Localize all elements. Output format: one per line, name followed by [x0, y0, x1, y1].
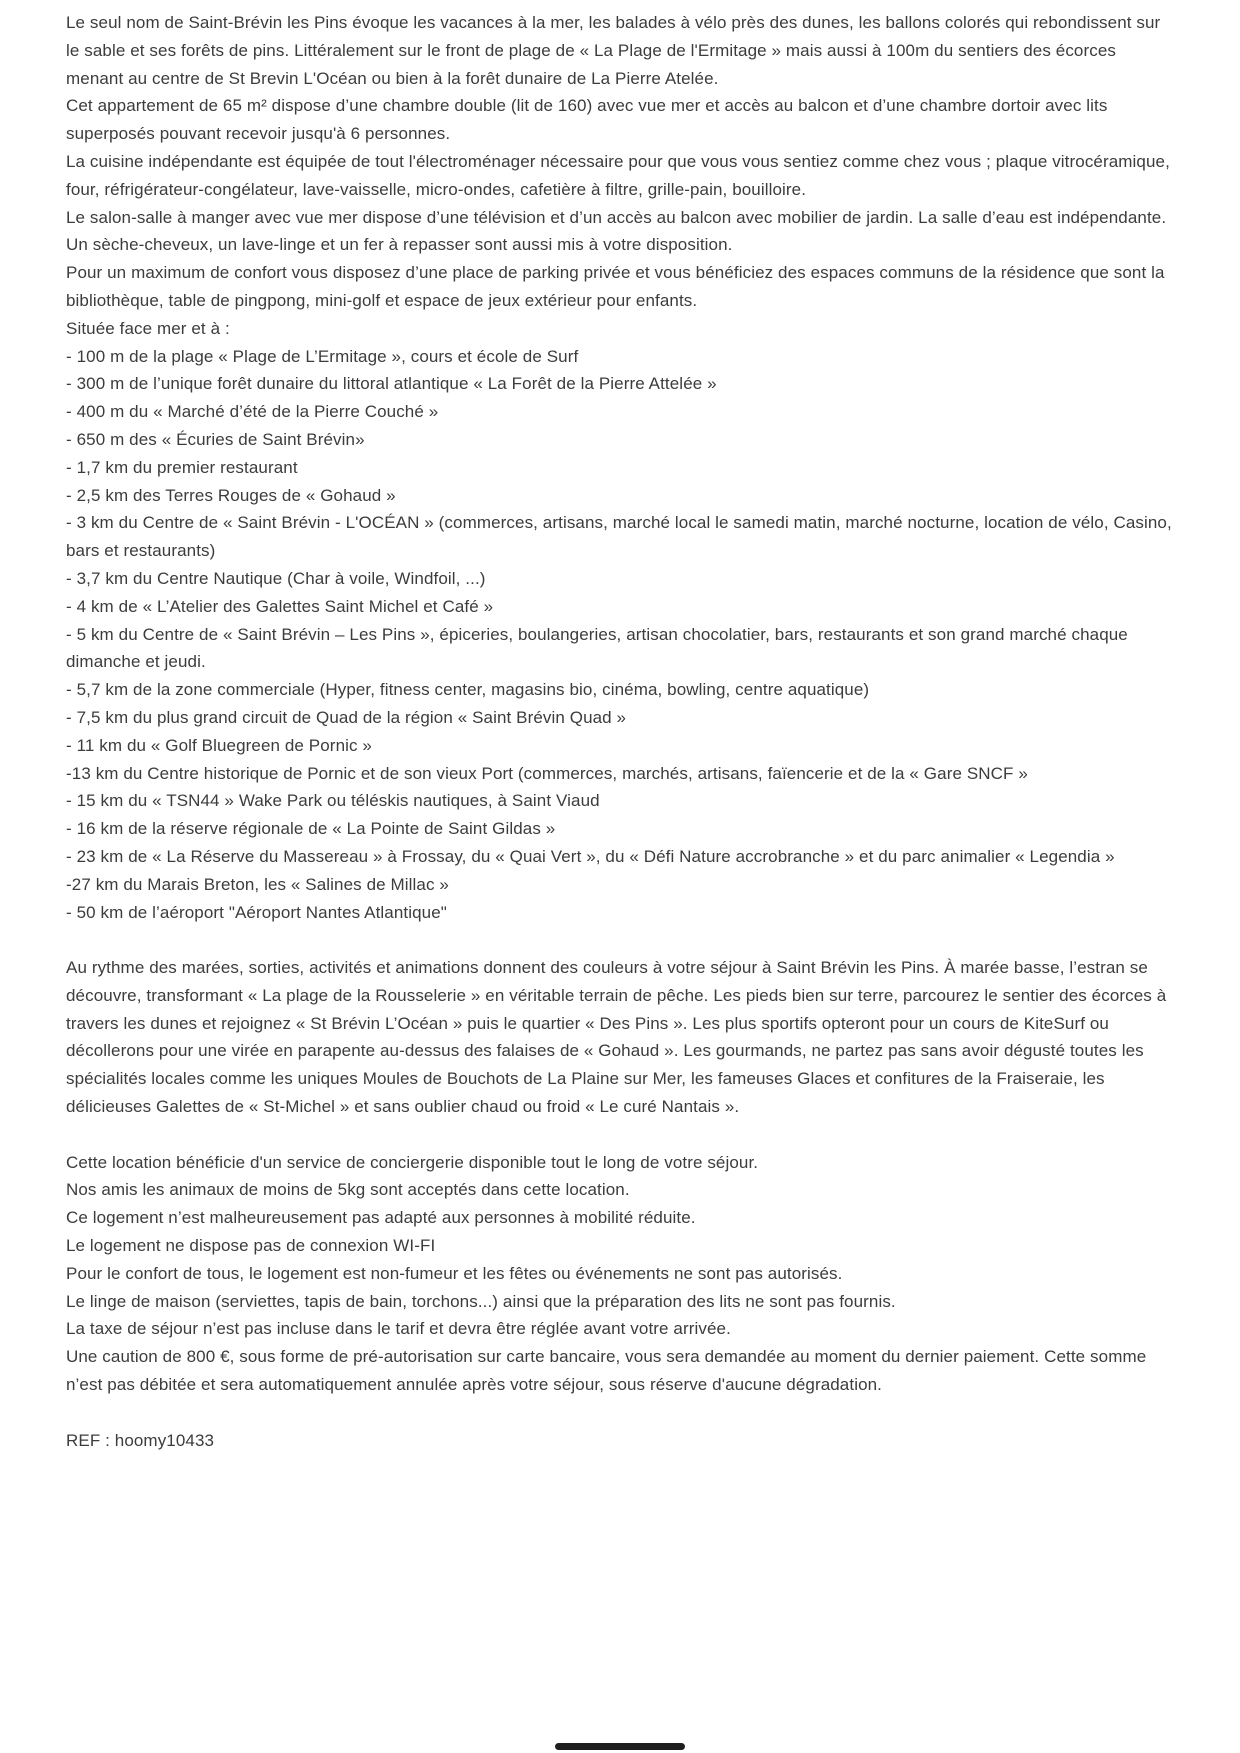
distance-item: - 5,7 km de la zone commerciale (Hyper, fitness center, magasins bio, cinéma, bowling, centre aquatique): [66, 680, 870, 700]
distance-item: - 100 m de la plage « Plage de L’Ermitage », cours et école de Surf: [66, 346, 579, 366]
distance-item: - 23 km de « La Réserve du Massereau » à Frossay, du « Quai Vert », du « Défi Nature accrobranche » et du parc animalier « Legendia »: [66, 846, 1115, 866]
distance-item: -27 km du Marais Breton, les « Salines de Millac »: [66, 874, 449, 894]
distance-item: - 4 km de « L’Atelier des Galettes Saint Michel et Café »: [66, 596, 494, 616]
distance-item: - 2,5 km des Terres Rouges de « Gohaud »: [66, 485, 396, 505]
policy-line: Le logement ne dispose pas de connexion WI-FI: [66, 1236, 436, 1256]
policy-line: Une caution de 800 €, sous forme de pré-autorisation sur carte bancaire, vous sera demandée au moment du dernier paiement. Cette somme n’est pas débitée et sera automatiquement annulée après votre séjour, sous réserve d'aucune dégradation.: [66, 1347, 1152, 1395]
home-indicator-bar[interactable]: [555, 1743, 685, 1750]
paragraph: Le seul nom de Saint-Brévin les Pins évoque les vacances à la mer, les balades à vélo près des dunes, les ballons colorés qui rebondissent sur le sable et ses forêts de pins. Littéralement sur le front de plage de « La Plage de l'Ermitage » mais aussi à 100m du sentiers des écorces menant au centre de St Brevin L'Océan ou bien à la forêt dunaire de La Pierre Atelée.: [66, 13, 1166, 88]
distance-item: - 400 m du « Marché d’été de la Pierre Couché »: [66, 402, 439, 422]
reference-section: [66, 1427, 1178, 1455]
distance-item: - 16 km de la réserve régionale de « La Pointe de Saint Gildas »: [66, 819, 556, 839]
policy-line: Cette location bénéficie d'un service de conciergerie disponible tout le long de votre séjour.: [66, 1152, 759, 1172]
distance-item: - 300 m de l’unique forêt dunaire du littoral atlantique « La Forêt de la Pierre Attelée »: [66, 374, 717, 394]
paragraph: Pour un maximum de confort vous disposez d’une place de parking privée et vous bénéficiez des espaces communs de la résidence que sont la bibliothèque, table de pingpong, mini-golf et espace de jeux extérieur pour enfants.: [66, 263, 1170, 310]
distance-item: -13 km du Centre historique de Pornic et de son vieux Port (commerces, marchés, artisans, faïencerie et de la « Gare SNCF »: [66, 763, 1028, 783]
policy-line: Nos amis les animaux de moins de 5kg sont acceptés dans cette location.: [66, 1180, 630, 1200]
paragraph: La cuisine indépendante est équipée de tout l'électroménager nécessaire pour que vous vous sentiez comme chez vous ; plaque vitrocéramique, four, réfrigérateur-congélateur, lave-vaisselle, micro-ondes, cafetière à filtre, grille-pain, bouilloire.: [66, 151, 1175, 199]
distance-item: - 1,7 km du premier restaurant: [66, 457, 298, 477]
distance-item: - 3 km du Centre de « Saint Brévin - L'OCÉAN » (commerces, artisans, marché local le samedi matin, marché nocturne, location de vélo, Casino, bars et restaurants): [66, 513, 1177, 561]
distance-item: - 650 m des « Écuries de Saint Brévin»: [66, 429, 365, 449]
seasonal-paragraph: Au rythme des marées, sorties, activités et animations donnent des couleurs à votre séjour à Saint Brévin les Pins. À marée basse, l’estran se découvre, transformant « La plage de la Rousselerie » en véritable terrain de pêche. Les pieds bien sur terre, parcourez le sentier des écorces à travers les dunes et rejoignez « St Brévin L’Océan » puis le quartier « Des Pins ». Les plus sportifs opteront pour un cours de KiteSurf ou décollerons pour une virée en parapente au-dessus des falaises de « Gohaud ». Les gourmands, ne partez pas sans avoir dégusté toutes les spécialités locales comme les uniques Moules de Bouchots de La Plaine sur Mer, les fameuses Glaces et confitures de la Fraiseraie, les délicieuses Galettes de « St-Michel » et sans oublier chaud ou froid « Le curé Nantais ».: [66, 958, 1172, 1117]
policy-line: La taxe de séjour n’est pas incluse dans le tarif et devra être réglée avant votre arrivée.: [66, 1319, 731, 1339]
policy-line: Le linge de maison (serviettes, tapis de bain, torchons...) ainsi que la préparation des lits ne sont pas fournis.: [66, 1291, 896, 1311]
distances-list: [66, 343, 1178, 927]
paragraph: Le salon-salle à manger avec vue mer dispose d’une télévision et d’un accès au balcon avec mobilier de jardin. La salle d’eau est indépendante. Un sèche-cheveux, un lave-linge et un fer à repasser sont aussi mis à votre disposition.: [66, 207, 1171, 255]
distance-item: - 5 km du Centre de « Saint Brévin – Les Pins », épiceries, boulangeries, artisan chocolatier, bars, restaurants et son grand marché chaque dimanche et jeudi.: [66, 624, 1133, 672]
distance-item: - 11 km du « Golf Bluegreen de Pornic »: [66, 735, 372, 755]
distance-item: - 15 km du « TSN44 » Wake Park ou téléskis nautiques, à Saint Viaud: [66, 791, 600, 811]
policy-line: Pour le confort de tous, le logement est non-fumeur et les fêtes ou événements ne sont pas autorisés.: [66, 1263, 843, 1283]
distance-item: - 50 km de l’aéroport "Aéroport Nantes Atlantique": [66, 902, 447, 922]
seasonal-section: [66, 954, 1178, 1121]
reference-code: REF : hoomy10433: [66, 1430, 215, 1450]
policy-line: Ce logement n’est malheureusement pas adapté aux personnes à mobilité réduite.: [66, 1208, 696, 1228]
location-heading: Située face mer et à :: [66, 318, 230, 338]
distance-item: - 3,7 km du Centre Nautique (Char à voile, Windfoil, ...): [66, 568, 486, 588]
policies-section: [66, 1149, 1178, 1399]
distance-item: - 7,5 km du plus grand circuit de Quad de la région « Saint Brévin Quad »: [66, 707, 627, 727]
paragraph: Cet appartement de 65 m² dispose d’une chambre double (lit de 160) avec vue mer et accès au balcon et d’une chambre dortoir avec lits superposés pouvant recevoir jusqu'à 6 personnes.: [66, 96, 1113, 144]
intro-section: [66, 9, 1178, 315]
